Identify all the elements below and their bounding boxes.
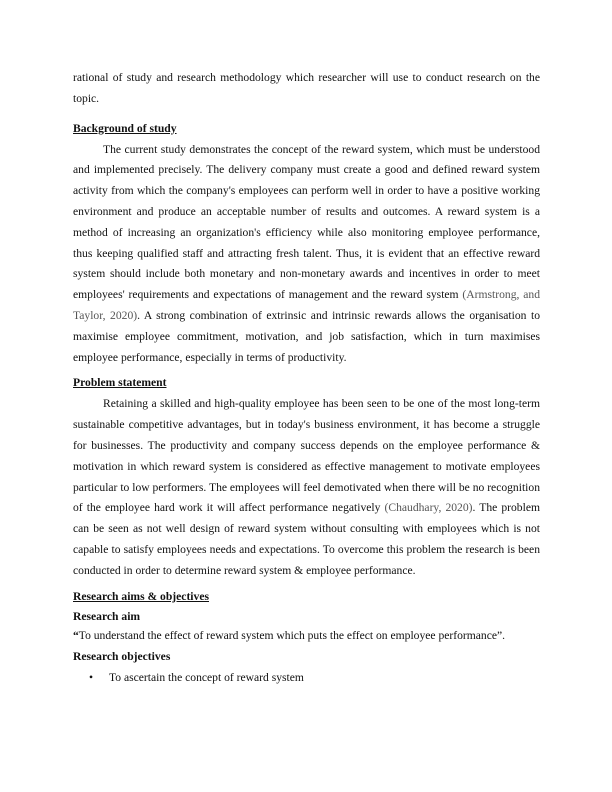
- research-aim-label: Research aim: [73, 609, 141, 623]
- research-aim-text: [73, 626, 540, 647]
- problem-heading: Problem statement: [73, 376, 167, 390]
- background-heading: Background of study: [73, 121, 177, 135]
- problem-paragraph: [73, 394, 540, 581]
- background-citation: (Armstrong, and Taylor, 2020): [73, 288, 540, 322]
- aims-heading: Research aims & objectives: [73, 589, 209, 603]
- objective-text: To ascertain the concept of reward system: [109, 671, 304, 685]
- problem-text-1: Retaining a skilled and high-quality employee has been seen to be one of the most long-term sustainable competitive advantages, but in today's business environment, it has become a struggle for businesses. The productivity and company success depends on the employee performance & motivation in which reward system is considered as effective management to motivate employees particular to low performers. The employees will feel demotivated when there will be no recognition of the employee hard work it will affect performance negatively: [73, 397, 540, 515]
- problem-text-2: . The problem can be seen as not well design of reward system without consulting with employees which is not capable to satisfy employees needs and expectations. To overcome this problem the research is been conducted in order to determine reward system & employee performance.: [73, 501, 540, 577]
- objective-item: [73, 668, 540, 688]
- aim-open-quote: “: [73, 628, 79, 642]
- objectives-list: [73, 668, 540, 688]
- background-text-1: The current study demonstrates the concept of the reward system, which must be understood and implemented precisely. The delivery company must create a good and defined reward system activity from which the company's employees can perform well in order to have a positive working environment and produce an acceptable number of results and outcomes. A reward system is a method of increasing an organization's efficiency while also monitoring employee performance, thus keeping qualified staff and attracting fresh talent. Thus, it is evident that an effective reward system should include both monetary and non-monetary awards and incentives in order to meet employees' requirements and expectations of management and the reward system: [73, 142, 540, 302]
- page-content: [73, 68, 540, 688]
- aim-statement: To understand the effect of reward system which puts the effect on employee performance”.: [78, 628, 506, 642]
- intro-paragraph: rational of study and research methodology which researcher will use to conduct research on the topic.: [73, 71, 540, 105]
- research-objectives-label: Research objectives: [73, 650, 171, 664]
- bullet-icon: •: [89, 671, 94, 685]
- problem-citation: (Chaudhary, 2020): [384, 501, 473, 515]
- background-text-2: . A strong combination of extrinsic and intrinsic rewards allows the organisation to maximise employee commitment, motivation, and job satisfaction, which in turn maximises employee performance, especially in terms of productivity.: [73, 308, 540, 364]
- background-paragraph: [73, 140, 540, 369]
